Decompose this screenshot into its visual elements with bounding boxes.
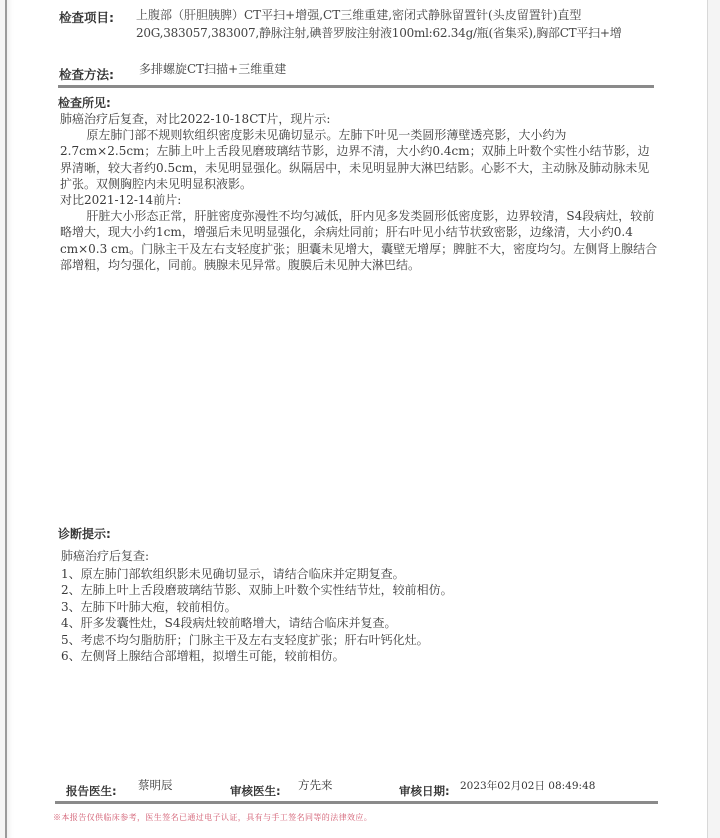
findings-intro-1: 肺癌治疗后复查，对比2022-10-18CT片，现片示: <box>60 112 331 126</box>
findings-paragraph-2: 肝脏大小形态正常，肝脏密度弥漫性不均匀减低，肝内见多发类圆形低密度影，边界较清，S4段病灶，较前略增大，现大小约1cm，增强后未见明显强化，余病灶同前；肝右叶见小结节状致密影，边缘清，大小约0.4 cm×0.3 cm。门脉主干及左右支轻度扩张；胆囊未见增大，囊壁无增厚；脾脏不大，密度均匀。左侧肾上腺结合部增粗，均匀强化，同前。胰腺未见异常。腹膜后未见肿大淋巴结。 <box>60 209 658 272</box>
diagnosis-label: 诊断提示: <box>58 527 111 541</box>
exam-items-line-1: 上腹部（肝胆胰脾）CT平扫+增强,CT三维重建,密闭式静脉留置针(头皮留置针)直型 <box>136 8 582 22</box>
report-doctor-name: 蔡明辰 <box>138 778 173 792</box>
clipped-previous-line <box>7 0 707 2</box>
report-page <box>5 0 708 838</box>
exam-items-line-2: 20G,383057,383007,静脉注射,碘普罗胺注射液100ml:62.34g/瓶(省集采),胸部CT平扫+增 <box>136 26 622 40</box>
section-divider <box>58 85 654 88</box>
exam-items-label: 检查项目: <box>59 10 114 25</box>
diagnosis-item: 2、左肺上叶上舌段磨玻璃结节影、双肺上叶数个实性结节灶，较前相仿。 <box>61 583 453 598</box>
findings-paragraph-1: 原左肺门部不规则软组织密度影未见确切显示。左肺下叶见一类圆形薄壁透亮影，大小约为2.7cm×2.5cm；左肺上叶上舌段见磨玻璃结节影，边界不清，大小约0.4cm；双肺上叶数个实性小结节影，边界清晰，较大者约0.5cm，未见明显强化。纵隔居中，未见明显肿大淋巴结影。心影不大，主动脉及肺动脉未见扩张。双侧胸腔内未见明显积液影。 <box>60 128 650 191</box>
findings-intro-2: 对比2021-12-14前片: <box>60 193 182 208</box>
exam-method-label: 检查方法: <box>59 67 114 82</box>
review-doctor-label: 审核医生: <box>230 784 281 798</box>
exam-method-value: 多排螺旋CT扫描+三维重建 <box>139 62 287 76</box>
findings-label: 检查所见: <box>58 96 111 110</box>
diagnosis-intro: 肺癌治疗后复查: <box>61 549 150 563</box>
diagnosis-item: 3、左肺下叶肺大疱，较前相仿。 <box>61 599 237 614</box>
review-date-label: 审核日期: <box>399 784 450 798</box>
signature-divider <box>55 801 658 804</box>
report-doctor-label: 报告医生: <box>66 784 117 798</box>
review-date-value: 2023年02月02日 08:49:48 <box>460 780 596 792</box>
diagnosis-item: 6、左侧肾上腺结合部增粗，拟增生可能，较前相仿。 <box>61 649 345 664</box>
diagnosis-list <box>61 566 453 664</box>
review-doctor-name: 方先来 <box>298 778 333 792</box>
findings-body <box>60 111 658 273</box>
diagnosis-item: 1、原左肺门部软组织影未见确切显示，请结合临床并定期复查。 <box>61 567 405 581</box>
diagnosis-item: 5、考虑不均匀脂肪肝；门脉主干及左右支轻度扩张；肝右叶钙化灶。 <box>61 632 429 647</box>
diagnosis-item: 4、肝多发囊性灶，S4段病灶较前略增大，请结合临床并复查。 <box>61 616 397 631</box>
legal-warning: ※本报告仅供临床参考，医生签名已通过电子认证，具有与手工签名同等的法律效应。 <box>53 813 373 822</box>
